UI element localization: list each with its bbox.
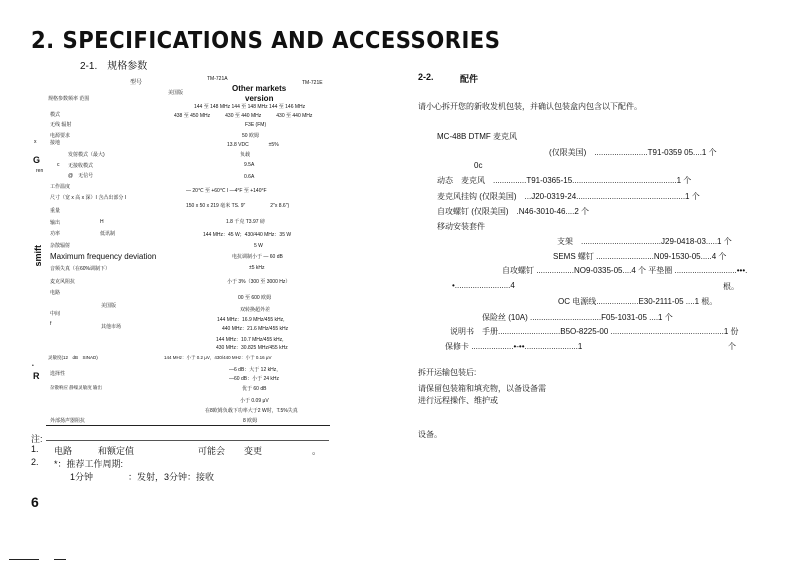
mic-imp-label: 麦克风阻抗 — [50, 279, 76, 285]
circuit-value: 00 至 600 欧姆 — [238, 295, 272, 301]
model-a: TM-721A — [207, 76, 228, 82]
note-1-number: 1. — [31, 444, 39, 454]
freq-header: 规格参数频率 范围 — [48, 96, 90, 102]
warranty-card: 保修卡 ...................•-••........................1 — [445, 342, 583, 351]
sensitivity-label: 灵敏度(12 dB SINAD) — [48, 355, 98, 360]
power-req-label: 电源要求 — [50, 133, 71, 139]
if-value-2: 440 MHz：21.6 MHz/455 kHz — [222, 326, 289, 332]
load-label: 负载 — [240, 152, 251, 158]
dual-conversion: 双转换超外差 — [240, 307, 271, 313]
smift-mark: smift — [33, 245, 43, 267]
mic-imp-value: 小于 3%（300 至 3000 Hz） — [227, 279, 291, 285]
unpack-line-1: 请保留包装箱和填充物，以备设备需 — [418, 384, 546, 393]
weight-label: 重量 — [50, 208, 61, 214]
section-2-2-label: 配件 — [460, 74, 479, 84]
max-deviation-value: 电抗调制小于 — 60 dB — [232, 254, 283, 260]
if-value-3: 144 MHz：10.7 MHz/455 kHz, — [216, 337, 284, 343]
grounding-label: 接地 — [50, 140, 61, 146]
spurious-response-value: 优于 60 dB — [242, 386, 267, 392]
ext-spk-value: 8 欧姆 — [243, 418, 258, 424]
model-e: TM-721E — [302, 80, 323, 86]
if-label: 中间 — [50, 311, 61, 317]
note-2-sub-a: 1分钟 — [70, 472, 94, 482]
x-mark: x — [34, 139, 37, 145]
bracket: 支架 ....................................J29-0418-03.....1 个 — [557, 237, 732, 246]
r-mark: R — [33, 371, 40, 381]
unpack-line-2: 进行远程操作、维护或 — [418, 396, 498, 405]
spec-divider — [46, 425, 330, 426]
audio-dist-value: ±5 kHz — [249, 265, 265, 271]
note-2-text: *：推荐工作周期: — [54, 459, 124, 469]
freq-values: 144 至 148 MHz 144 至 148 MHz 144 至 146 MHz — [194, 104, 306, 110]
section-2-1-heading: 2-1. 规格参数 — [80, 61, 148, 72]
unpack-heading: 拆开运输包装后: — [418, 368, 477, 377]
output-label: 输出 — [50, 220, 61, 226]
weight-value: 1.8 千克 T3.97 磅 — [226, 219, 265, 225]
dim-value: 150 x 50 x 219 毫米 TS. 9" 2"x 8.6") — [186, 203, 290, 209]
usa-version: 美国版 — [168, 90, 184, 96]
spurious-value: 5 W — [254, 243, 263, 249]
impedance-value: 50 欧姆 — [242, 133, 259, 139]
section-2-2-heading: 2-2. — [418, 72, 434, 82]
mode-label: 模式 — [50, 112, 61, 118]
usa-version-2: 美国版 — [101, 303, 117, 309]
freq-values-2: 438 至 450 MHz 430 至 440 MHz 430 至 440 MHz — [174, 113, 313, 119]
rx-no-label: 无接收模式 — [68, 163, 94, 169]
tapping-screw: 自攻螺钉 (仅限美国) .N46-3010-46....2 个 — [437, 207, 590, 216]
audio-dist-label: 音频失真（在60%调制下） — [50, 266, 111, 272]
squelch-value: 小于 0.09 μV — [240, 398, 269, 404]
note-1-a: 电路 — [54, 446, 73, 456]
dot-mark: • — [32, 363, 34, 369]
tapping-screw-2: 自攻螺钉 .................NO9-0335-05....4 个 平垫圈 ............................•••. — [502, 266, 748, 275]
max-deviation-label: Maximum frequency deviation — [50, 252, 157, 261]
rx-value: 0.6A — [244, 174, 255, 180]
sems-screw: SEMS 螺钉 ..........................N09-1530-05.....4 个 — [553, 252, 727, 261]
edge-mark — [9, 559, 39, 560]
selectivity-label: 选择性 — [50, 371, 66, 377]
dynamic-mic: 动态 麦克风 ...............T91-0365-15...............................................1 个 — [437, 176, 692, 185]
output-h: H — [100, 219, 104, 225]
note-2-sub-b: ：发射，3分钟：接收 — [128, 472, 215, 482]
c-mark: c — [57, 162, 60, 168]
oc-mark: 0c — [474, 161, 483, 170]
voltage-value: 13.8 VDC ±5% — [227, 142, 279, 148]
selectivity-value-1: —6 dB：大于 12 kHz， — [229, 367, 282, 373]
edge-mark — [54, 559, 66, 560]
page-title: 2. SPECIFICATIONS AND ACCESSORIES — [31, 28, 501, 54]
notes-label: 注: — [31, 434, 43, 444]
note-1-e: 。 — [312, 446, 322, 456]
washer-unit: 根。 — [723, 282, 739, 291]
sensitivity-value: 144 MHz：小于 0.2 μV，430/440 MHz：小于 0.16 μV — [164, 355, 272, 360]
power-low-label: 低讯制 — [100, 231, 116, 237]
warranty-unit: 个 — [728, 342, 736, 351]
note-1-d: 变更 — [244, 446, 263, 456]
accessories-intro: 请小心拆开您的新收发机包装，并确认包装盒内包含以下配件。 — [418, 102, 642, 111]
other-markets-version: version — [245, 94, 274, 103]
mic-usa: (仅限美国) ........................T91-0359 05....1 个 — [549, 148, 717, 157]
tx-max-label: 发射模式（最大) — [68, 152, 105, 158]
temp-value: — 20℃ 至 +60℃ I —4°F 至 +140°F — [186, 188, 267, 194]
idle-label: @ 无信号 — [68, 173, 94, 179]
spurious-response-label: 杂散响应 静噪灵敏度 输出 — [50, 385, 102, 390]
emission-label: 无线 辐射 — [50, 122, 72, 128]
selectivity-value-2: —60 dB：小于 24 kHz — [229, 376, 280, 382]
dc-cable: OC 电源线...................E30-2111-05 ....1 根。 — [558, 297, 718, 306]
washer-count: •.........................4 — [452, 281, 515, 290]
emission-value: F3E (FM) — [245, 122, 267, 128]
note-1-c: 可能会 — [198, 446, 226, 456]
mounting-kit: 移动安装套件 — [437, 222, 485, 231]
spurious-label: 杂散辐射 — [50, 243, 71, 249]
circuit-label: 电路 — [50, 290, 61, 296]
note-1-b: 和额定值 — [98, 446, 135, 456]
other-markets-2: 其他市场 — [101, 324, 122, 330]
ext-spk-label: 外部扬声器阻抗 — [50, 418, 86, 424]
temp-label: 工作温度 — [50, 184, 71, 190]
if-value-4: 430 MHz：30.825 MHz/455 kHz — [216, 345, 288, 351]
other-markets: Other markets — [232, 84, 287, 93]
power-label: 功率 — [50, 231, 61, 237]
fuse: 保险丝 (10A) ................................F05-1031-05 ....1 个 — [482, 313, 673, 322]
note-2-number: 2. — [31, 457, 39, 467]
dim-label: 尺寸（宽 x 高 x 深）I 含凸出部分 I — [50, 195, 127, 201]
if-value-1: 144 MHz：16.9 MHz/455 kHz, — [217, 317, 285, 323]
power-value: 144 MHz：45 W；430/440 MHz：35 W — [203, 232, 292, 238]
if-f: f — [50, 321, 52, 327]
equipment-text: 设备。 — [418, 430, 442, 439]
g-mark: G — [33, 155, 41, 165]
model-label: 型号 — [130, 80, 143, 86]
instruction-manual: 说明书 手册............................B5O-8225-00 ...................................................1 份 — [450, 327, 739, 336]
load-value: 9.5A — [244, 162, 255, 168]
rem-mark: ren — [36, 168, 44, 174]
mic-hanger: 麦克风挂钩 (仅限美国) ...J20-0319-24.................................................1 个 — [437, 192, 700, 201]
notes-divider — [46, 440, 329, 441]
page-number: 6 — [31, 494, 39, 510]
audio-out-value: 在8欧姆负载下功率大于2 W时，T.5%失真 — [205, 408, 298, 414]
mic-name: MC-48B DTMF 麦克风 — [437, 132, 517, 141]
